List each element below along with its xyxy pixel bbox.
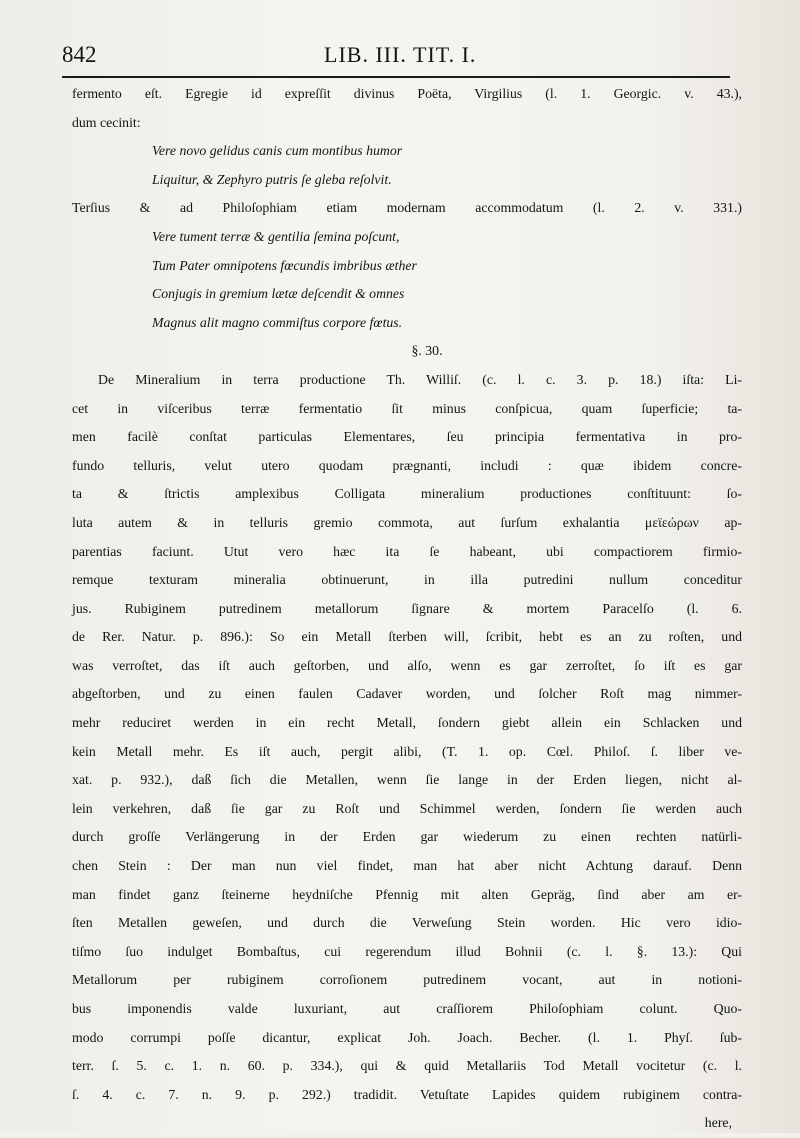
running-title: LIB. III. TIT. I. — [324, 42, 477, 67]
section-heading: §. 30. — [411, 343, 443, 359]
verse-line: Conjugis in gremium lætæ deſcendit & omnes — [152, 286, 405, 302]
text-line: luta autem & in telluris gremio commota, aut ſurſum exhalantia μεϊεώρων ap- — [72, 514, 742, 530]
text-line: Metallorum per rubiginem corroſionem putredinem vocant, aut in notioni- — [72, 972, 742, 988]
page-header — [62, 36, 730, 76]
verse-line: Liquitur, & Zephyro putris ſe gleba reſolvit. — [152, 171, 392, 187]
text-line: modo corrumpi poſſe dicantur, explicat Joh. Joach. Becher. (l. 1. Phyſ. ſub- — [72, 1029, 742, 1045]
text-line: dum cecinit: — [72, 114, 141, 130]
text-line: kein Metall mehr. Es iſt auch, pergit alibi, (T. 1. op. Cœl. Philoſ. ſ. liber ve- — [72, 743, 742, 759]
verse-line: Vere tument terræ & gentilia ſemina poſcunt, — [152, 228, 400, 244]
text-line: cet in viſceribus terræ fermentatio ſit minus conſpicua, quam ſuperficie; ta- — [72, 400, 742, 416]
text-line: ſ. 4. c. 7. n. 9. p. 292.) tradidit. Vetuſtate Lapides quidem rubiginem contra- — [72, 1086, 742, 1102]
text-line: De Mineralium in terra productione Th. Williſ. (c. l. c. 3. p. 18.) iſta: Li- — [98, 371, 742, 387]
text-line: was verroſtet, das iſt auch geſtorben, und alſo, wenn es gar zerroſtet, ſo iſt es gar — [72, 657, 742, 673]
text-line: xat. p. 932.), daß ſich die Metallen, wenn ſie lange in der Erden liegen, nicht al- — [72, 772, 742, 788]
text-line: men facilè conſtat particulas Elementares, ſeu principia fermentativa in pro- — [72, 429, 742, 445]
text-line: ta & ſtrictis amplexibus Colligata mineralium productiones conſtituunt: ſo- — [72, 486, 742, 502]
text-line: lein verkehren, daß ſie gar zu Roſt und Schimmel werden, ſondern ſie werden auch — [72, 800, 742, 816]
text-line: tiſmo ſuo indulget Bombaſtus, cui regerendum illud Bohnii (c. l. §. 13.): Qui — [72, 943, 742, 959]
text-line: bus imponendis valde luxuriant, aut craſſiorem Philoſophiam colunt. Quo- — [72, 1001, 742, 1016]
text-line: mehr reduciret werden in ein recht Metall, ſondern giebt allein ein Schlacken und — [72, 715, 742, 731]
text-line: abgeſtorben, und zu einen faulen Cadaver worden, und ſolcher Roſt mag nimmer- — [72, 686, 742, 702]
text-line: parentias faciunt. Utut vero hæc ita ſe habeant, ubi compactiorem firmio- — [72, 543, 742, 559]
verse-line: Magnus alit magno commiſtus corpore fœtus. — [152, 314, 403, 330]
text-line: Terſius & ad Philoſophiam etiam modernam accommodatum (l. 2. v. 331.) — [72, 200, 742, 216]
text-line: fundo telluris, velut utero quodam prægnanti, includi : quæ ibidem concre- — [72, 457, 742, 473]
text-line: remque texturam mineralia obtinuerunt, in illa putredini nullum conceditur — [72, 572, 742, 588]
body-text — [72, 80, 742, 1138]
text-line: fermento eſt. Egregie id expreſſit divinus Poëta, Virgilius (l. 1. Georgic. v. 43.), — [72, 86, 742, 101]
text-line: durch groſſe Verlängerung in der Erden gar wiederum zu einen rechten natürli- — [72, 829, 742, 845]
text-line: man findet ganz ſteinerne heydniſche Pfennig mit alten Gepräg, ſind aber am er- — [72, 886, 742, 902]
verse-line: Vere novo gelidus canis cum montibus humor — [152, 143, 403, 159]
text-line: here, — [704, 1115, 732, 1131]
text-line: de Rer. Natur. p. 896.): So ein Metall ſterben will, ſcribit, hebt es an zu roſten, und — [72, 629, 742, 645]
verse-line: Tum Pater omnipotens fœcundis imbribus æther — [152, 257, 417, 273]
header-rule — [62, 76, 730, 78]
text-line: jus. Rubiginem putredinem metallorum ſignare & mortem Paracelſo (l. 6. — [72, 600, 742, 616]
text-line: chen Stein : Der man nun viel findet, man hat aber nicht Achtung darauf. Denn — [72, 858, 742, 874]
text-line: ſten Metallen geweſen, und durch die Verweſung Stein worden. Hic vero idio- — [72, 915, 742, 931]
page-number: 842 — [62, 42, 97, 67]
text-line: terr. ſ. 5. c. 1. n. 60. p. 334.), qui & quid Metallariis Tod Metall vocitetur (c. l. — [72, 1058, 742, 1074]
